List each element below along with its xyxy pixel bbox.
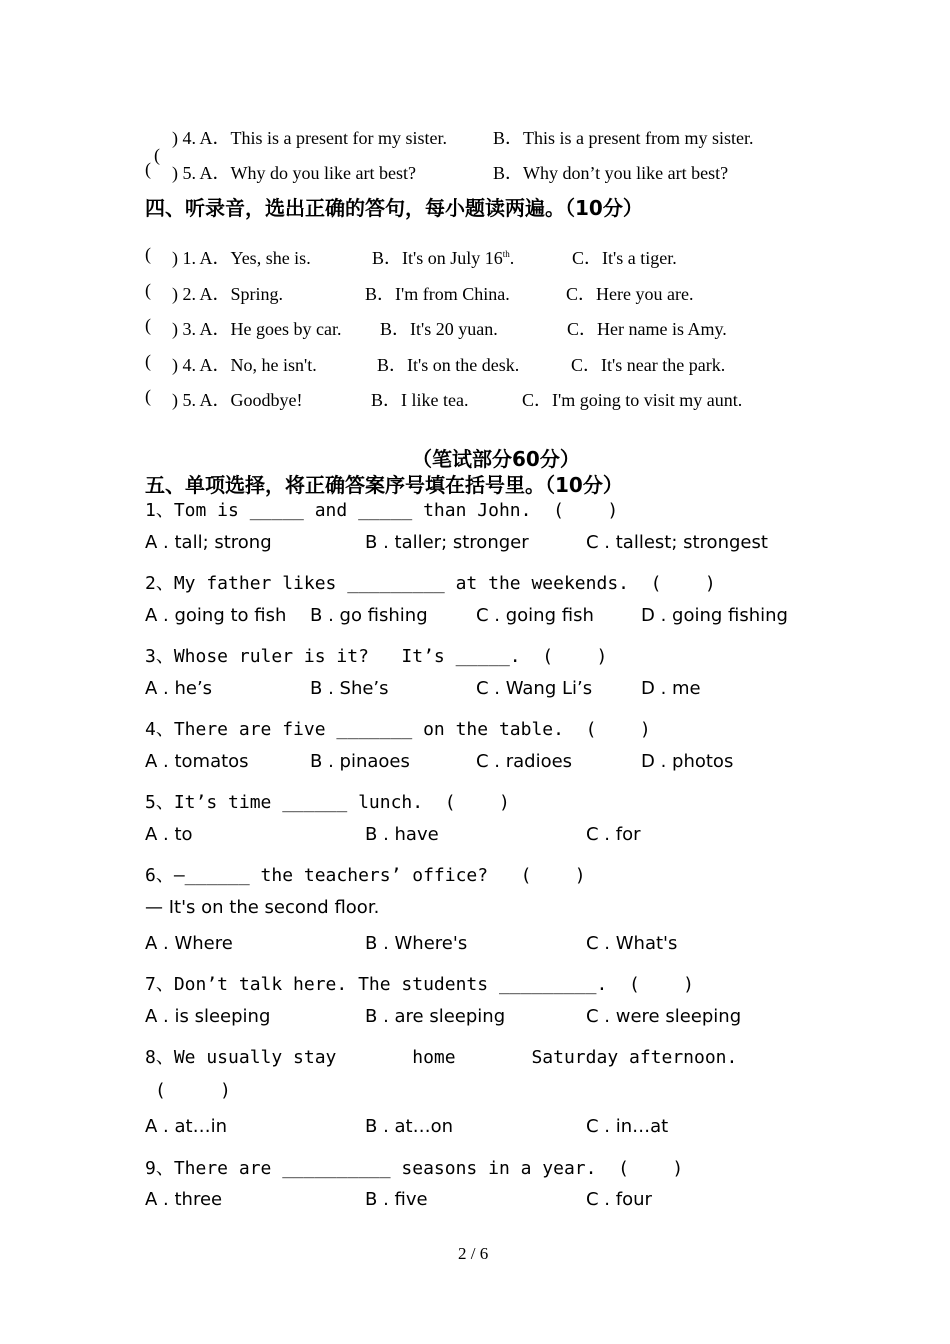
option-b: B．It's on the desk. bbox=[377, 355, 520, 375]
section-5-title: 五、单项选择，将正确答案序号填在括号里。（10分） bbox=[145, 473, 623, 497]
option-b bbox=[372, 244, 514, 270]
option-c: C . going fish bbox=[476, 605, 594, 626]
answer-paren: ( ) bbox=[155, 1080, 231, 1101]
answer-paren: ( bbox=[145, 351, 151, 371]
option-b: B . taller; stronger bbox=[365, 532, 529, 553]
option-b: B．I like tea. bbox=[371, 390, 469, 410]
question-option-a: ) 4. A．This is a present for my sister. bbox=[172, 128, 447, 148]
question-text: 4、There are five _______ on the table. ( ) bbox=[145, 719, 651, 740]
option-a: A . is sleeping bbox=[145, 1006, 271, 1027]
option-c: C．I'm going to visit my aunt. bbox=[522, 390, 743, 410]
question-text: 8、We usually stay home Saturday afternoon. bbox=[145, 1047, 738, 1068]
option-b: B . are sleeping bbox=[365, 1006, 506, 1027]
option-c: C . in…at bbox=[586, 1116, 669, 1137]
answer-paren: ( bbox=[145, 280, 151, 300]
option-b: B . pinaoes bbox=[310, 751, 410, 772]
option-c: C．It's a tiger. bbox=[572, 248, 677, 268]
option-a: A . at…in bbox=[145, 1116, 227, 1137]
answer-paren: ( bbox=[154, 145, 160, 165]
written-part-heading: （笔试部分60分） bbox=[412, 447, 580, 471]
option-c: C．Here you are. bbox=[566, 284, 694, 304]
question-text: 6、—______ the teachers’ office? ( ) bbox=[145, 865, 586, 886]
option-a: ) 1. A．Yes, she is. bbox=[172, 248, 311, 268]
question-option-b: B．This is a present from my sister. bbox=[493, 128, 754, 148]
option-a: A . Where bbox=[145, 933, 233, 954]
section-4-title: 四、听录音，选出正确的答句，每小题读两遍。（10分） bbox=[145, 196, 643, 220]
question-text: 3、Whose ruler is it? It’s _____. ( ) bbox=[145, 646, 608, 667]
option-b: B . She’s bbox=[310, 678, 389, 699]
option-b: B . at…on bbox=[365, 1116, 454, 1137]
option-a: A . going to fish bbox=[145, 605, 287, 626]
option-d: D . me bbox=[641, 678, 701, 699]
option-b: B．I'm from China. bbox=[365, 284, 510, 304]
option-c: C . tallest; strongest bbox=[586, 532, 768, 553]
question-text: 9、There are __________ seasons in a year. ( ) bbox=[145, 1158, 684, 1179]
ordinal-suffix: th bbox=[502, 249, 510, 259]
option-a: A . tall; strong bbox=[145, 532, 272, 553]
option-d: D . photos bbox=[641, 751, 734, 772]
question-option-b: B．Why don’t you like art best? bbox=[493, 163, 729, 183]
option-c: C . What's bbox=[586, 933, 678, 954]
answer-paren: ( bbox=[145, 386, 151, 406]
answer-paren: ( bbox=[145, 244, 151, 264]
answer-paren: ( bbox=[145, 315, 151, 335]
option-a: A . tomatos bbox=[145, 751, 249, 772]
question-text: 2、My father likes _________ at the weekends. ( ) bbox=[145, 573, 716, 594]
option-c: C . were sleeping bbox=[586, 1006, 742, 1027]
option-c: C．Her name is Amy. bbox=[567, 319, 727, 339]
option-c: C . for bbox=[586, 824, 641, 845]
option-c: C . radioes bbox=[476, 751, 573, 772]
option-a: A . he’s bbox=[145, 678, 213, 699]
option-a: ) 2. A．Spring. bbox=[172, 284, 284, 304]
question-option-a: ) 5. A．Why do you like art best? bbox=[172, 163, 416, 183]
option-b: B . have bbox=[365, 824, 439, 845]
option-b: B . Where's bbox=[365, 933, 468, 954]
question-text: 5、It’s time ______ lunch. ( ) bbox=[145, 792, 510, 813]
option-b: B . go fishing bbox=[310, 605, 428, 626]
option-a: A . three bbox=[145, 1189, 223, 1210]
option-c: C . Wang Li’s bbox=[476, 678, 593, 699]
option-b: B．It's 20 yuan. bbox=[380, 319, 498, 339]
option-a: A . to bbox=[145, 824, 193, 845]
option-b-text: B．It's on July 16 bbox=[372, 248, 503, 268]
option-b: B . five bbox=[365, 1189, 428, 1210]
option-a: ) 4. A．No, he isn't. bbox=[172, 355, 317, 375]
answer-paren: ( bbox=[145, 159, 151, 179]
option-b-end: . bbox=[509, 248, 515, 268]
question-text: 1、Tom is _____ and _____ than John. ( ) bbox=[145, 500, 619, 521]
page-number: 2 / 6 bbox=[458, 1244, 489, 1263]
question-text: 7、Don’t talk here. The students _________. ( ) bbox=[145, 974, 695, 995]
dialogue-response: — It's on the second floor. bbox=[145, 897, 380, 918]
option-c: C．It's near the park. bbox=[571, 355, 726, 375]
option-a: ) 3. A．He goes by car. bbox=[172, 319, 342, 339]
option-d: D . going fishing bbox=[641, 605, 788, 626]
option-c: C . four bbox=[586, 1189, 652, 1210]
option-a: ) 5. A．Goodbye! bbox=[172, 390, 303, 410]
